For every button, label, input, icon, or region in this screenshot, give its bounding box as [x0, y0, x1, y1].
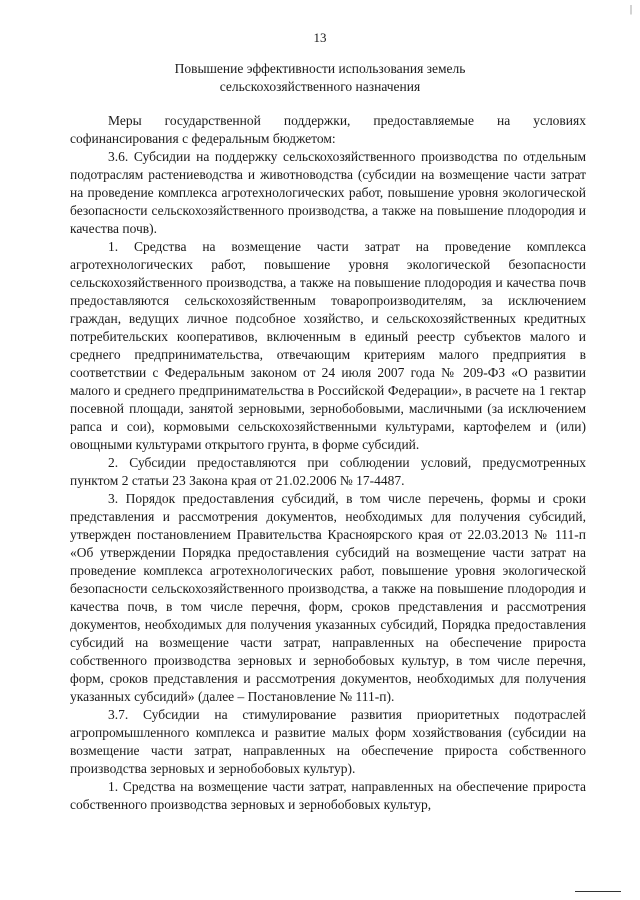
heading-line-1: Повышение эффективности использования земель [174, 61, 466, 76]
paragraph-3-6-item-3: 3. Порядок предоставления субсидий, в том числе перечень, формы и сроки представления и рассмотрения документов, необходимых для получения субсидий, утвержден постановлением Правительства Красноярского края от 22.03.2013 № 111-п «Об утверждении Порядка предоставления субсидий на возмещение части затрат на проведение комплекса агротехнологических работ, повышение уровня экологической безопасности сельскохозяйственного производства, а также на повышение плодородия и качества почв, в том числе перечня, форм, сроков представления и рассмотрения документов, необходимых для получения указанных субсидий, Порядка предоставления субсидий на возмещение части затрат, направленных на обеспечение прироста собственного производства зерновых и зернобобовых культур, в том числе перечня, форм, сроков представления и рассмотрения документов, необходимых для получения указанных субсидий» (далее – Постановление № 111-п). [70, 491, 586, 704]
paragraph-3-7: 3.7. Субсидии на стимулирование развития приоритетных подотраслей агропромышленного комплекса и развитие малых форм хозяйствования (субсидии на возмещение части затрат, направленных на обеспечение прироста собственного производства зерновых и зернобобовых культур). [70, 707, 586, 776]
paragraph-3-6-item-2: 2. Субсидии предоставляются при соблюдении условий, предусмотренных пунктом 2 статьи 23 Закона края от 21.02.2006 № 17-4487. [70, 455, 586, 488]
footnote-divider [575, 891, 621, 892]
document-body [70, 112, 586, 814]
paragraph-intro: Меры государственной поддержки, предоставляемые на условиях софинансирования с федеральным бюджетом: [70, 113, 586, 146]
page-number: 13 [313, 30, 327, 45]
paragraph-3-6-item-1: 1. Средства на возмещение части затрат на проведение комплекса агротехнологических работ, повышение уровня экологической безопасности сельскохозяйственного производства, а также на повышение плодородия и качества почв предоставляются сельскохозяйственным товаропроизводителям, за исключением граждан, ведущих личное подсобное хозяйство, и сельскохозяйственных кредитных потребительских кооперативов, включенным в единый реестр субъектов малого и среднего предпринимательства, отвечающим критериям малого предприятия в соответствии с Федеральным законом от 24 июля 2007 года № 209-ФЗ «О развитии малого и среднего предпринимательства в Российской Федерации», в расчете на 1 гектар посевной площади, занятой зерновыми, зернобобовыми, масличными (за исключением рапса и сои), кормовыми сельскохозяйственными культурами, картофелем и (или) овощными культурами открытого грунта, в форме субсидий. [70, 239, 586, 452]
section-heading [0, 60, 640, 96]
paragraph-3-7-item-1: 1. Средства на возмещение части затрат, направленных на обеспечение прироста собственного производства зерновых и зернобобовых культур, [70, 779, 586, 812]
corner-mark: | [629, 4, 632, 15]
heading-line-2: сельскохозяйственного назначения [219, 79, 421, 94]
paragraph-3-6: 3.6. Субсидии на поддержку сельскохозяйственного производства по отдельным подотраслям растениеводства и животноводства (субсидии на возмещение части затрат на проведение комплекса агротехнологических работ, повышение уровня экологической безопасности сельскохозяйственного производства, а также на повышение плодородия и качества почв). [70, 149, 586, 236]
